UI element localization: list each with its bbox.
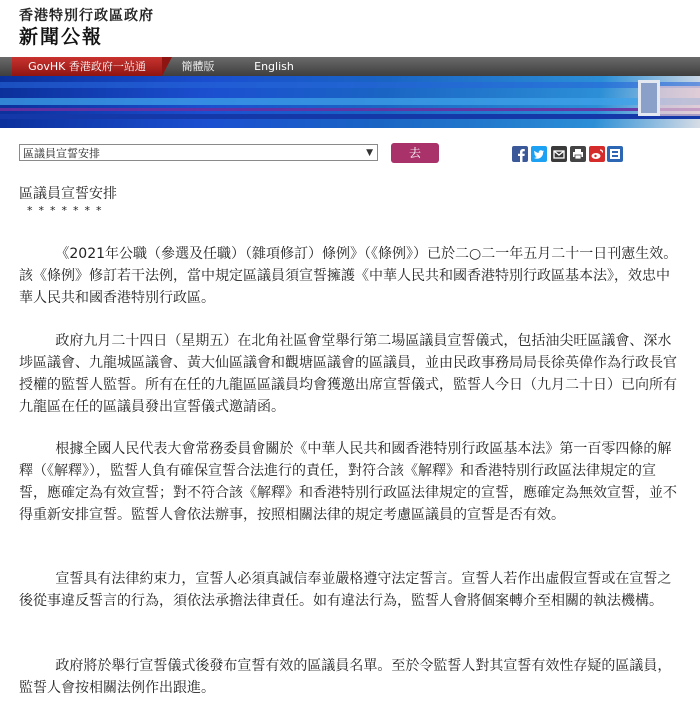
topic-select[interactable] <box>19 144 378 161</box>
facebook-icon[interactable] <box>512 146 528 162</box>
article-paragraph-5: 政府將於舉行宣誓儀式後發布宣誓有效的區議員名單。至於令監誓人對其宣誓有效性存疑的區議員，監誓人會按相關法例作出跟進。 <box>19 658 672 696</box>
go-button[interactable]: 去 <box>391 143 439 163</box>
article-paragraph-2: 政府九月二十四日（星期五）在北角社區會堂舉行第二場區議員宣誓儀式，包括油尖旺區議會、深水埗區議會、九龍城區議會、黃大仙區議會和觀塘區議會的區議員，並由民政事務局局長徐英偉作為行政長官授權的監誓人監誓。所有在任的九龍區區議員均會獲邀出席宣誓儀式，監誓人今日（九月二十日）已向所有九龍區在任的區議員發出宣誓儀式邀請函。 <box>19 333 677 415</box>
topic-select-value: 區議員宣誓安排 <box>23 147 100 160</box>
weibo-icon[interactable] <box>589 146 605 162</box>
site-header <box>0 0 700 52</box>
bookmark-icon[interactable] <box>607 146 623 162</box>
twitter-icon[interactable] <box>531 146 547 162</box>
government-title: 香港特別行政區政府 <box>19 8 154 24</box>
article-title: 區議員宣誓安排 <box>19 186 117 202</box>
press-releases-title[interactable]: 新聞公報 <box>19 26 104 48</box>
govhk-link[interactable]: GovHK 香港政府一站通 <box>12 57 162 76</box>
article-paragraph-4: 宣誓具有法律約束力，宣誓人必須真誠信奉並嚴格遵守法定誓言。宣誓人若作出虛假宣誓或在宣誓之後從事違反誓言的行為，須依法承擔法律責任。如有違法行為，監誓人會將個案轉介至相關的執法機構。 <box>19 571 672 609</box>
header-banner <box>0 76 700 128</box>
top-navbar <box>0 57 700 76</box>
banner-frame <box>638 80 660 116</box>
english-link[interactable]: English <box>254 60 294 73</box>
print-icon[interactable] <box>570 146 586 162</box>
title-stars: ******* <box>27 204 108 217</box>
chevron-down-icon: ▼ <box>366 148 373 158</box>
article-paragraph-1: 《2021年公職（參選及任職）（雜項修訂）條例》（《條例》）已於二○二一年五月二十一日刊憲生效。該《條例》修訂若干法例，當中規定區議員須宣誓擁護《中華人民共和國香港特別行政區基本法》，效忠中華人民共和國香港特別行政區。 <box>19 246 678 306</box>
email-icon[interactable] <box>551 146 567 162</box>
simplified-chinese-link[interactable]: 簡體版 <box>181 60 215 73</box>
article-paragraph-3: 根據全國人民代表大會常務委員會關於《中華人民共和國香港特別行政區基本法》第一百零四條的解釋（《解釋》），監誓人負有確保宣誓合法進行的責任，對符合該《解釋》和香港特別行政區法律規定的宣誓，應確定為有效宣誓；對不符合該《解釋》和香港特別行政區法律規定的宣誓，應確定為無效宣誓，並不得重新安排宣誓。監誓人會依法辦事，按照相關法律的規定考慮區議員的宣誓是否有效。 <box>19 441 677 523</box>
